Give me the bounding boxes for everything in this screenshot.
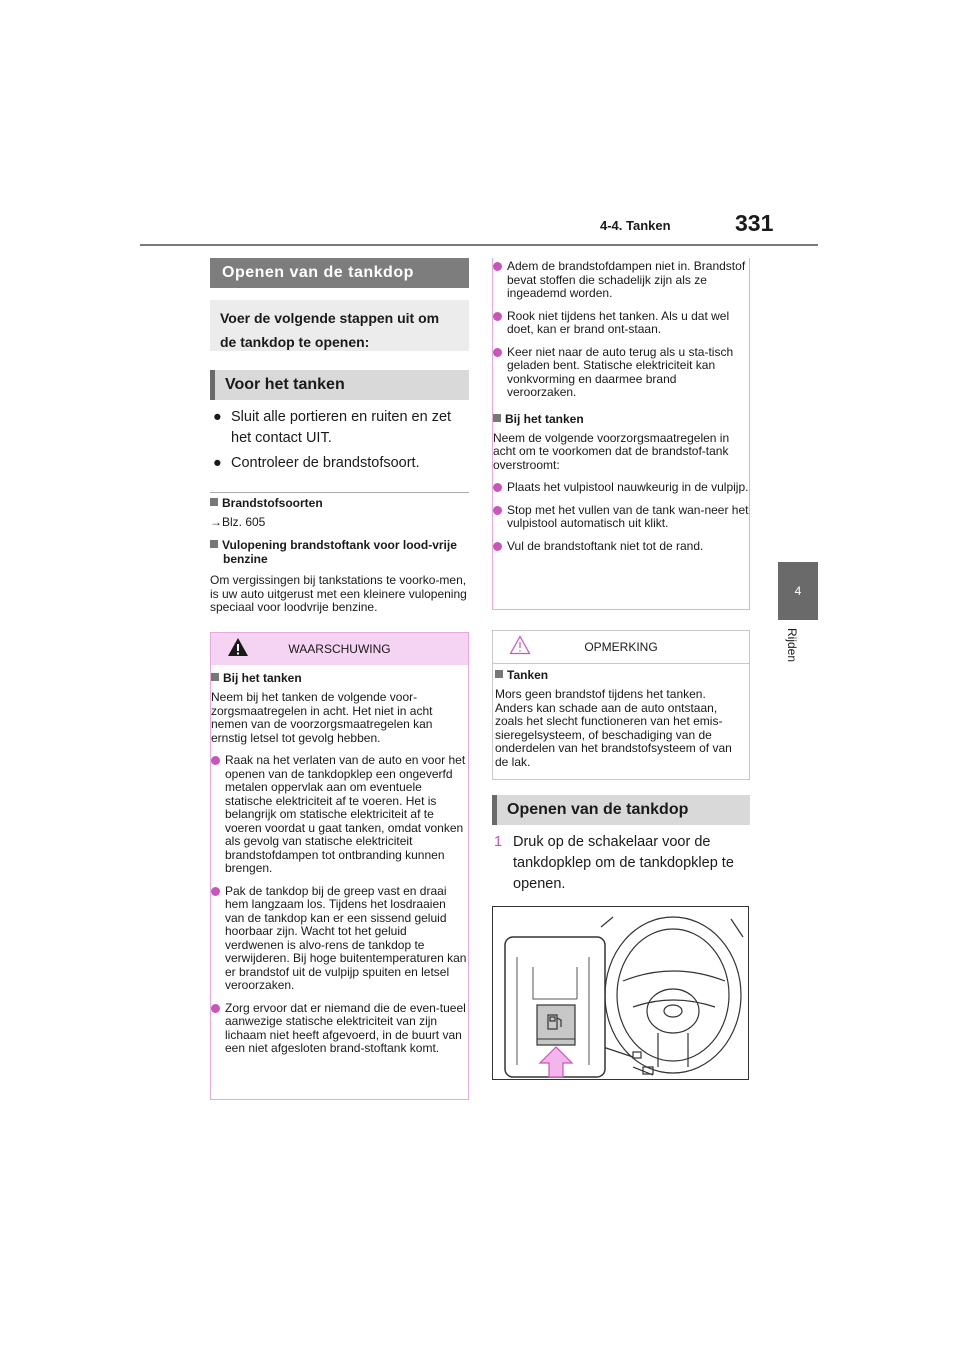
square-bullet-icon: [210, 498, 218, 506]
filler-heading: Vulopening brandstoftank voor lood-vrije benzine: [210, 538, 468, 566]
warning-item: Stop met het vullen van de tank wan-neer het vulpistool automatisch uit klikt.: [493, 504, 749, 531]
warning-item: Keer niet naar de auto terug als u sta-tisch geladen bent. Statische elektriciteit kan vonkvorming en daarmee brand veroorzaken.: [493, 346, 749, 400]
bullet-dot-icon: [211, 756, 220, 765]
bullet-dot: ●: [213, 409, 222, 425]
filler-text: Om vergissingen bij tankstations te voorko-men, is uw auto uitgerust met een kleinere vulopening speciaal voor loodvrije benzine.: [210, 573, 467, 614]
warning-title: Bij het tanken: [493, 412, 749, 426]
step-number: 1: [494, 834, 503, 850]
warning-intro: Neem bij het tanken de volgende voor-zorgsmaatregelen in acht. Het niet in acht nemen van de voorzorgsmaatregelen kan ernstig letsel tot gevolg hebben.: [211, 690, 433, 745]
bullet-dot-icon: [211, 887, 220, 896]
fuel-types-heading: Brandstofsoorten: [210, 496, 470, 510]
bullet-item: ● Controleer de brandstofsoort.: [213, 453, 463, 474]
bullet-dot-icon: [493, 262, 502, 271]
square-bullet-icon: [211, 673, 219, 681]
warning-item: Pak de tankdop bij de greep vast en draai hem langzaam los. Tijdens het losdraaien van de tankdop kan er een sissend geluid hoorbaar zijn. Wacht tot het geluid verdwenen is alvo-rens de tankdop te verwijderen. Bij hoge buitentemperaturen kan er brandstof uit de vulpijp spuiten en letsel veroorzaken.: [211, 885, 468, 993]
section-title: 4-4. Tanken: [600, 218, 671, 233]
bullet-item: ● Sluit alle portieren en ruiten en zet het contact UIT.: [213, 409, 452, 446]
bullet-dot: ●: [213, 455, 222, 471]
square-bullet-icon: [495, 670, 503, 678]
bullet-dot-icon: [211, 1004, 220, 1013]
main-heading: Openen van de tankdop: [210, 258, 469, 288]
notice-text: Mors geen brandstof tijdens het tanken. Anders kan schade aan de auto ontstaan, zoals het slecht functioneren van het emis-sieregelsysteem, of beschadiging van de onderdelen van het brandstofsysteem of van de lak.: [495, 687, 732, 769]
warning-box-continued: [492, 258, 750, 610]
notice-label: OPMERKING: [584, 640, 658, 654]
warning-box: [210, 632, 469, 1100]
chapter-tab: 4: [778, 562, 818, 620]
warning-triangle-icon: [227, 637, 249, 657]
heading-open-fuel-cap: Openen van de tankdop: [492, 795, 750, 825]
warning-title: Bij het tanken: [211, 671, 468, 685]
page-number: 331: [735, 210, 774, 236]
warning-header: [211, 633, 468, 665]
divider: [210, 492, 469, 493]
bullet-dot-icon: [493, 483, 502, 492]
bullet-dot-icon: [493, 542, 502, 551]
warning-item: Adem de brandstofdampen niet in. Brandstof bevat stoffen die schadelijk zijn als ze ingeademd worden.: [493, 260, 749, 301]
subheading-before-fueling: Voor het tanken: [210, 370, 469, 400]
notice-triangle-icon: [509, 635, 531, 655]
square-bullet-icon: [210, 540, 218, 548]
warning-item: Raak na het verlaten van de auto en voor het openen van de tankdopklep een ongeverfd metalen oppervlak aan om eventuele statische elektriciteit af te voeren. Het is belangrijk om statische elektriciteit af te voeren voordat u gaat tanken, omdat vonken als gevolg van statische elektriciteit brandstofdampen tot ontbranding kunnen brengen.: [211, 754, 468, 876]
warning-item: Rook niet tijdens het tanken. Als u dat wel doet, kan er brand ont-staan.: [493, 310, 749, 337]
dashboard-drawing: [493, 907, 749, 1080]
bullet-dot-icon: [493, 348, 502, 357]
warning-intro: Neem de volgende voorzorgsmaatregelen in acht om te voorkomen dat de brandstof-tank overstroomt:: [493, 430, 730, 472]
chapter-label: Rijden: [785, 628, 799, 663]
fuel-door-switch-illustration: [492, 906, 749, 1080]
step-item: [494, 832, 749, 895]
notice-title: Tanken: [495, 668, 749, 682]
bullet-dot-icon: [493, 312, 502, 321]
bullet-dot-icon: [493, 506, 502, 515]
header-rule: [140, 244, 818, 246]
step-text: Druk op de schakelaar voor de tankdopklep om de tankdopklep te openen.: [513, 834, 734, 892]
square-bullet-icon: [493, 414, 501, 422]
warning-label: WAARSCHUWING: [288, 642, 391, 656]
fuel-types-ref[interactable]: →Blz. 605: [210, 515, 266, 529]
warning-item: Vul de brandstoftank niet tot de rand.: [493, 540, 749, 554]
intro-text: Voer de volgende stappen uit om de tankdop te openen:: [210, 300, 469, 351]
warning-item: Plaats het vulpistool nauwkeurig in de vulpijp.: [493, 481, 749, 495]
warning-item: Zorg ervoor dat er niemand die de even-tueel aanwezige statische elektriciteit van zijn lichaam niet heeft afgevoerd, in de buurt van een niet afgesloten brand-stoftank komt.: [211, 1002, 468, 1056]
notice-box: [492, 630, 750, 780]
notice-header: [493, 631, 749, 664]
